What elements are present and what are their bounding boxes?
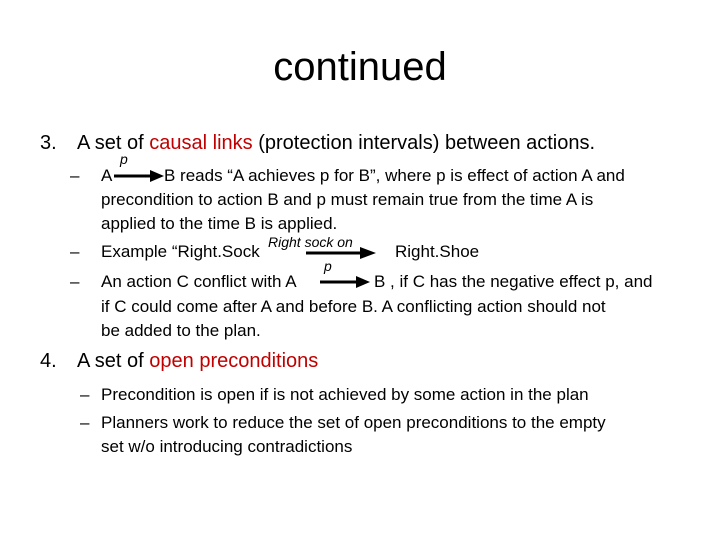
bullet-dash: – bbox=[80, 385, 90, 404]
causal-link-description-line3: applied to the time B is applied. bbox=[101, 214, 338, 233]
open-precondition-definition: Precondition is open if is not achieved by some action in the plan bbox=[101, 385, 589, 404]
item-4-prefix: A set of bbox=[77, 350, 150, 372]
planners-work-line1: Planners work to reduce the set of open preconditions to the empty bbox=[101, 413, 606, 432]
conflict-arrow-label: p bbox=[324, 258, 332, 274]
bullet-dash: – bbox=[70, 242, 80, 261]
example-arrow-label: Right sock on bbox=[268, 234, 353, 250]
item-3-number: 3. bbox=[40, 132, 57, 154]
causal-link-label: p bbox=[120, 151, 128, 167]
bullet-dash: – bbox=[70, 272, 80, 291]
open-preconditions-term: open preconditions bbox=[149, 350, 319, 372]
conflict-description-line2: if C could come after A and before B. A conflicting action should not bbox=[101, 297, 606, 316]
example-prefix: Example “Right.Sock bbox=[101, 242, 260, 261]
item-4-number: 4. bbox=[40, 350, 57, 372]
example-arrow bbox=[306, 247, 376, 259]
causal-link-arrow bbox=[114, 170, 164, 182]
example-suffix: Right.Shoe bbox=[395, 242, 480, 261]
item-3-heading bbox=[77, 130, 595, 156]
planners-work-line2: set w/o introducing contradictions bbox=[101, 437, 353, 456]
causal-links-term: causal links bbox=[149, 132, 253, 154]
conflict-prefix: An action C conflict with A bbox=[101, 272, 297, 291]
conflict-description-line3: be added to the plan. bbox=[101, 321, 261, 340]
item-3-prefix: A set of bbox=[77, 132, 150, 154]
bullet-dash: – bbox=[80, 413, 90, 432]
slide-title: continued bbox=[273, 45, 447, 89]
bullet-dash: – bbox=[70, 166, 80, 185]
action-a-label: A bbox=[101, 166, 113, 185]
causal-link-description: B reads “A achieves p for B”, where p is effect of action A and bbox=[164, 166, 625, 185]
item-3-suffix: (protection intervals) between actions. bbox=[252, 132, 596, 154]
item-4-heading bbox=[77, 348, 318, 374]
conflict-description: B , if C has the negative effect p, and bbox=[374, 272, 653, 291]
conflict-arrow bbox=[320, 276, 370, 288]
causal-link-description-line2: precondition to action B and p must remain true from the time A is bbox=[101, 190, 594, 209]
